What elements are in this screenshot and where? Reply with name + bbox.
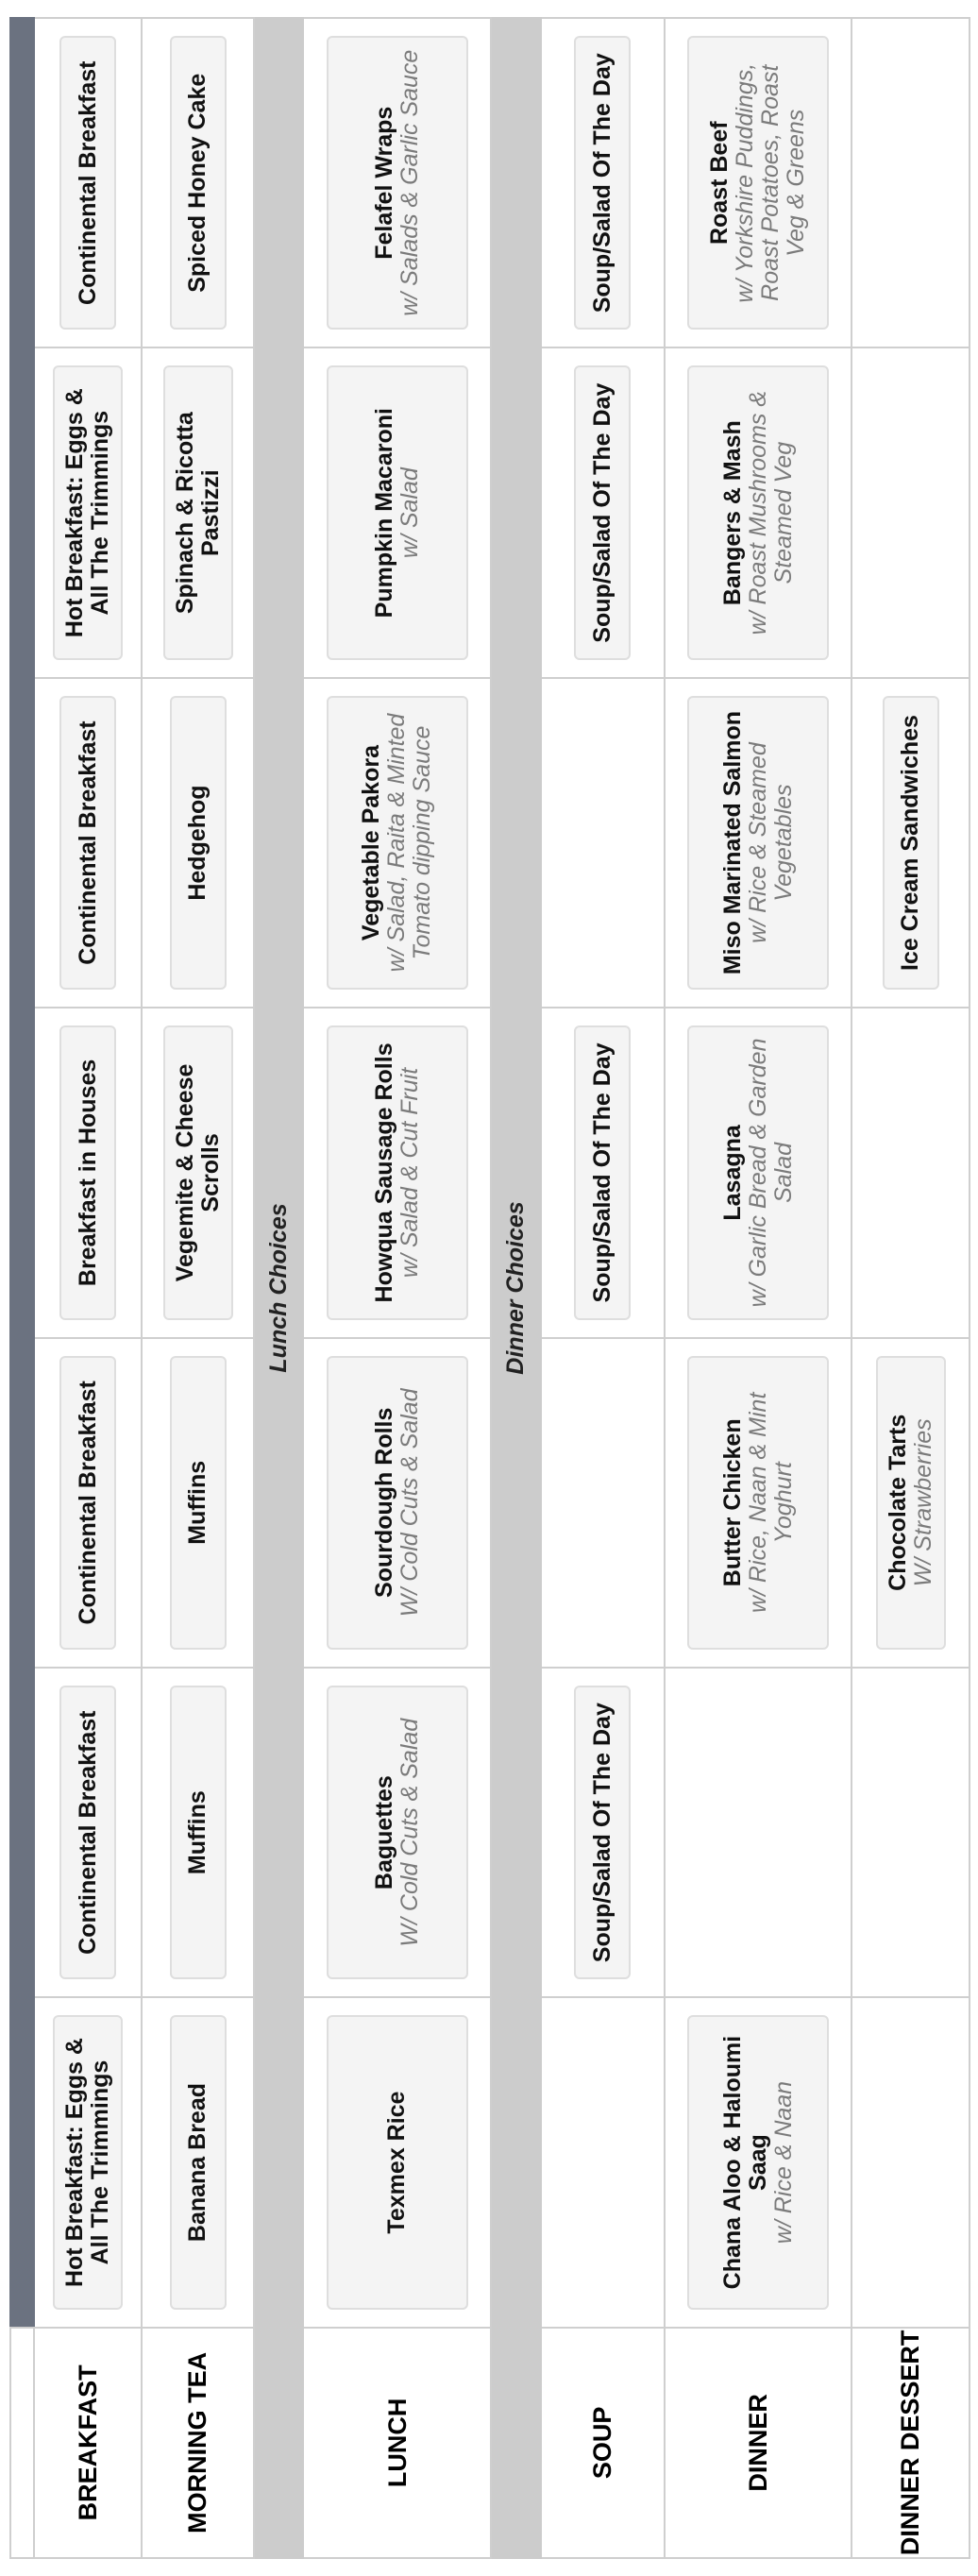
dish-name: Ice Cream Sandwiches — [897, 715, 924, 972]
menu-card — [59, 696, 116, 990]
menu-cell — [852, 18, 970, 347]
menu-card — [327, 1025, 468, 1319]
menu-card — [327, 1356, 468, 1650]
menu-cell — [303, 1338, 491, 1668]
dish-name: Texmex Rice — [383, 2091, 411, 2234]
day-header — [10, 18, 34, 347]
menu-cell — [852, 1997, 970, 2327]
menu-cell — [34, 1668, 142, 1997]
dish-accompaniment: w/ Roast Mushrooms & Steamed Veg — [744, 390, 797, 636]
menu-card — [883, 696, 939, 990]
day-header — [10, 1338, 34, 1668]
menu-cell — [303, 1008, 491, 1337]
dinner-section-header — [491, 18, 541, 2558]
dish-name: Vegetable Pakora — [358, 745, 385, 941]
menu-card — [59, 36, 116, 330]
weekly-menu-table — [9, 17, 970, 2559]
soup-row — [541, 18, 665, 2558]
menu-card — [59, 1025, 116, 1319]
dish-accompaniment: w/ Rice, Naan & Mint Yoghurt — [744, 1392, 797, 1614]
menu-card — [59, 1686, 116, 1979]
menu-card — [687, 36, 829, 330]
dish-name: Bangers & Mash — [718, 420, 746, 606]
menu-cell — [142, 18, 253, 347]
menu-cell — [34, 1338, 142, 1668]
dish-name: Felafel Wraps — [370, 106, 397, 260]
menu-cell — [541, 1997, 665, 2327]
dinner-section-row — [491, 18, 541, 2558]
day-header — [10, 1997, 34, 2327]
row-label-lunch — [303, 2328, 491, 2558]
menu-card — [574, 1686, 631, 1979]
dish-name: Banana Bread — [184, 2082, 211, 2243]
menu-card — [327, 1686, 468, 1979]
section-title: Lunch Choices — [264, 1203, 292, 1373]
menu-cell — [34, 18, 142, 347]
menu-cell — [852, 1668, 970, 1997]
menu-cell — [541, 18, 665, 347]
morning-tea-row — [142, 18, 253, 2558]
row-label-morning-tea — [142, 2328, 253, 2558]
menu-cell — [303, 1668, 491, 1997]
dish-name: Butter Chicken — [718, 1418, 746, 1587]
menu-cell — [665, 18, 852, 347]
dish-name: Soup/Salad Of The Day — [588, 1042, 615, 1303]
dish-accompaniment: w/ Yorkshire Puddings, Roast Potatoes, Roast Veg & Greens — [732, 62, 810, 303]
menu-card — [687, 1356, 829, 1650]
menu-card — [53, 365, 123, 659]
dish-name: Muffins — [184, 1460, 211, 1545]
menu-cell — [303, 347, 491, 677]
dish-name: Breakfast in Houses — [74, 1059, 101, 1287]
dish-name: Hot Breakfast: Eggs & All The Trimmings — [61, 388, 114, 638]
row-label-text: BREAKFAST — [74, 2364, 103, 2521]
dish-name: Sourdough Rolls — [370, 1407, 397, 1598]
menu-cell — [541, 347, 665, 677]
menu-card — [327, 36, 468, 330]
menu-cell — [303, 678, 491, 1008]
dish-name: Lasagna — [718, 1125, 746, 1221]
menu-cell — [142, 347, 253, 677]
dish-name: Chana Aloo & Haloumi Saag — [718, 2035, 771, 2290]
menu-card — [327, 2015, 468, 2309]
menu-cell — [665, 1338, 852, 1668]
dish-name: Hot Breakfast: Eggs & All The Trimmings — [61, 2038, 114, 2288]
dish-accompaniment: w/ Salad, Raita & Minted Tomato dipping Sauce — [383, 713, 436, 973]
dish-name: Muffins — [184, 1790, 211, 1875]
dish-accompaniment: w/ Rice & Naan — [769, 2080, 797, 2245]
dish-name: Baguettes — [370, 1775, 397, 1890]
day-header — [10, 347, 34, 677]
dinner-row — [665, 18, 852, 2558]
dish-accompaniment: w/ Garlic Bread & Garden Salad — [744, 1038, 797, 1308]
dish-accompaniment: W/ Cold Cuts & Salad — [396, 1718, 423, 1947]
menu-cell — [34, 1008, 142, 1337]
menu-card — [876, 1356, 946, 1650]
menu-cell — [665, 1008, 852, 1337]
day-header — [10, 1008, 34, 1337]
dish-accompaniment: w/ Salad — [396, 467, 423, 559]
day-header — [10, 678, 34, 1008]
row-label-text: DINNER DESSERT — [896, 2330, 925, 2556]
menu-cell — [665, 347, 852, 677]
menu-cell — [142, 1338, 253, 1668]
dish-name: Continental Breakfast — [74, 60, 101, 305]
menu-card — [687, 365, 829, 659]
dish-name: Spinach & Ricotta Pastizzi — [171, 412, 224, 615]
menu-card — [163, 1025, 233, 1319]
menu-cell — [303, 18, 491, 347]
dish-name: Hedgehog — [184, 785, 211, 901]
row-label-text: SOUP — [588, 2406, 617, 2480]
menu-card — [170, 2015, 227, 2309]
menu-cell — [541, 1008, 665, 1337]
lunch-section-header — [254, 18, 304, 2558]
dinner-dessert-row — [852, 18, 970, 2558]
menu-card — [574, 365, 631, 659]
row-label-text: DINNER — [743, 2394, 772, 2492]
menu-cell — [34, 347, 142, 677]
menu-card — [574, 36, 631, 330]
menu-card — [170, 36, 227, 330]
menu-cell — [852, 347, 970, 677]
day-header — [10, 1668, 34, 1997]
menu-cell — [142, 1668, 253, 1997]
menu-cell — [852, 678, 970, 1008]
dish-name: Roast Beef — [706, 121, 734, 246]
menu-card — [59, 1356, 116, 1650]
menu-cell — [303, 1997, 491, 2327]
dish-name: Pumpkin Macaroni — [370, 408, 397, 619]
menu-card — [170, 1356, 227, 1650]
section-title: Dinner Choices — [501, 1201, 529, 1375]
dish-name: Continental Breakfast — [74, 1381, 101, 1625]
lunch-row — [303, 18, 491, 2558]
menu-card — [687, 1025, 829, 1319]
dish-name: Howqua Sausage Rolls — [370, 1042, 397, 1303]
menu-cell — [852, 1008, 970, 1337]
dish-name: Continental Breakfast — [74, 1710, 101, 1955]
dish-accompaniment: w/ Salad & Cut Fruit — [396, 1067, 423, 1279]
menu-card — [163, 365, 233, 659]
breakfast-row — [34, 18, 142, 2558]
menu-cell — [665, 1997, 852, 2327]
dish-name: Soup/Salad Of The Day — [588, 1703, 615, 1963]
lunch-section-row — [254, 18, 304, 2558]
menu-cell — [665, 678, 852, 1008]
menu-card — [574, 1025, 631, 1319]
row-label-text: LUNCH — [382, 2398, 412, 2488]
dish-name: Chocolate Tarts — [884, 1414, 911, 1591]
row-label-text: MORNING TEA — [183, 2351, 212, 2534]
menu-card — [170, 696, 227, 990]
dish-name: Vegemite & Cheese Scrolls — [171, 1063, 224, 1282]
row-label-dinner — [665, 2328, 852, 2558]
menu-cell — [142, 1008, 253, 1337]
menu-cell — [142, 1997, 253, 2327]
menu-card — [687, 696, 829, 990]
dish-name: Soup/Salad Of The Day — [588, 53, 615, 314]
menu-cell — [541, 1668, 665, 1997]
header-row — [10, 18, 34, 2558]
dish-accompaniment: w/ Salads & Garlic Sauce — [396, 49, 423, 316]
dish-name: Continental Breakfast — [74, 720, 101, 965]
row-label-breakfast — [34, 2328, 142, 2558]
menu-card — [327, 365, 468, 659]
menu-card — [53, 2015, 123, 2309]
menu-card — [170, 1686, 227, 1979]
menu-cell — [665, 1668, 852, 1997]
menu-card — [687, 2015, 829, 2309]
dish-accompaniment: W/ Cold Cuts & Salad — [396, 1388, 423, 1618]
header-corner — [10, 2328, 34, 2558]
row-label-dinner-dessert — [852, 2328, 970, 2558]
menu-cell — [541, 678, 665, 1008]
menu-cell — [852, 1338, 970, 1668]
dish-name: Soup/Salad Of The Day — [588, 382, 615, 643]
menu-cell — [142, 678, 253, 1008]
row-label-soup — [541, 2328, 665, 2558]
dish-accompaniment: w/ Rice & Steamed Vegetables — [744, 742, 797, 943]
menu-card — [327, 696, 468, 990]
dish-name: Miso Marinated Salmon — [718, 710, 746, 975]
dish-accompaniment: W/ Strawberries — [909, 1418, 936, 1587]
dish-name: Spiced Honey Cake — [184, 73, 211, 293]
menu-cell — [34, 1997, 142, 2327]
menu-cell — [541, 1338, 665, 1668]
menu-cell — [34, 678, 142, 1008]
